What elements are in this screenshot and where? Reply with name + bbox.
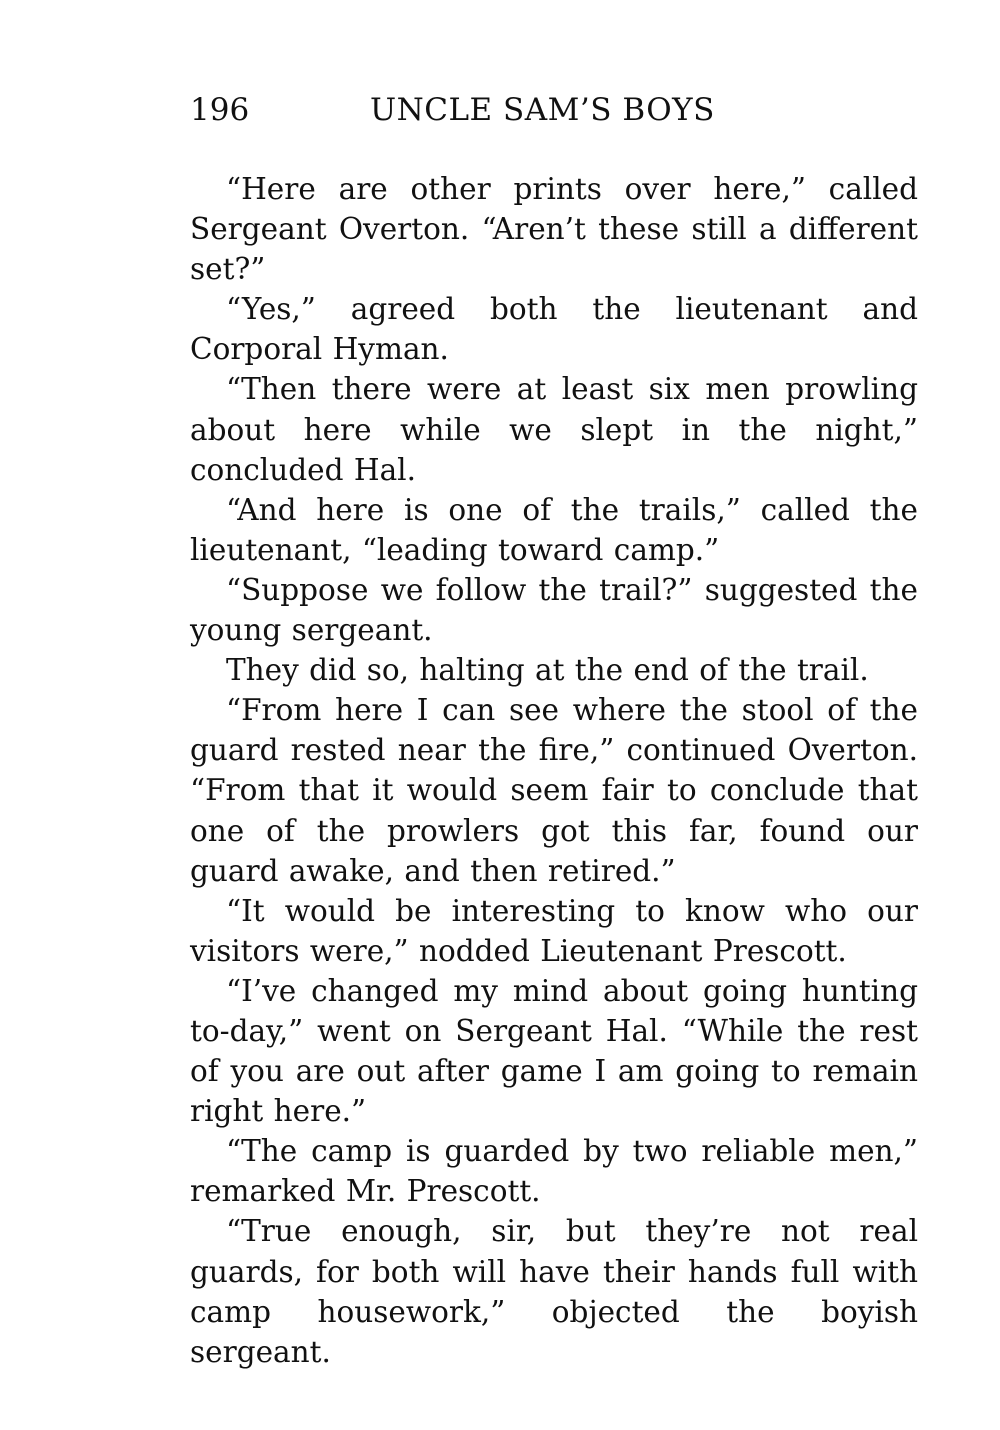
running-head (190, 90, 918, 130)
paragraph: “Then there were at least six men prowling about here while we slept in the night,” concluded Hal. (190, 372, 918, 487)
page-number: 196 (190, 92, 250, 128)
paragraph: “I’ve changed my mind about going hunting to-day,” went on Sergeant Hal. “While the rest of you are out after game I am going to remain right here.” (190, 973, 918, 1129)
paragraph: “Here are other prints over here,” called Sergeant Overton. “Aren’t these still a different set?” (190, 172, 918, 287)
running-title: UNCLE SAM’S BOYS (370, 92, 715, 128)
paragraph: “From here I can see where the stool of the guard rested near the fire,” continued Overton. “From that it would seem fair to conclude that one of the prowlers got this far, found our guard awake, and then retired.” (190, 693, 918, 888)
paragraph: “True enough, sir, but they’re not real guards, for both will have their hands full with camp housework,” objected the boyish sergeant. (190, 1214, 918, 1369)
paragraph: “And here is one of the trails,” called the lieutenant, “leading toward camp.” (190, 492, 918, 567)
paragraph: “Yes,” agreed both the lieutenant and Corporal Hyman. (190, 292, 918, 367)
paragraph: “Suppose we follow the trail?” suggested the young sergeant. (190, 572, 918, 648)
paragraph: “The camp is guarded by two reliable men,” remarked Mr. Prescott. (190, 1134, 918, 1209)
paragraph: “It would be interesting to know who our visitors were,” nodded Lieutenant Prescott. (190, 893, 918, 968)
paragraph: They did so, halting at the end of the trail. (226, 653, 869, 688)
body-text (190, 169, 918, 1372)
